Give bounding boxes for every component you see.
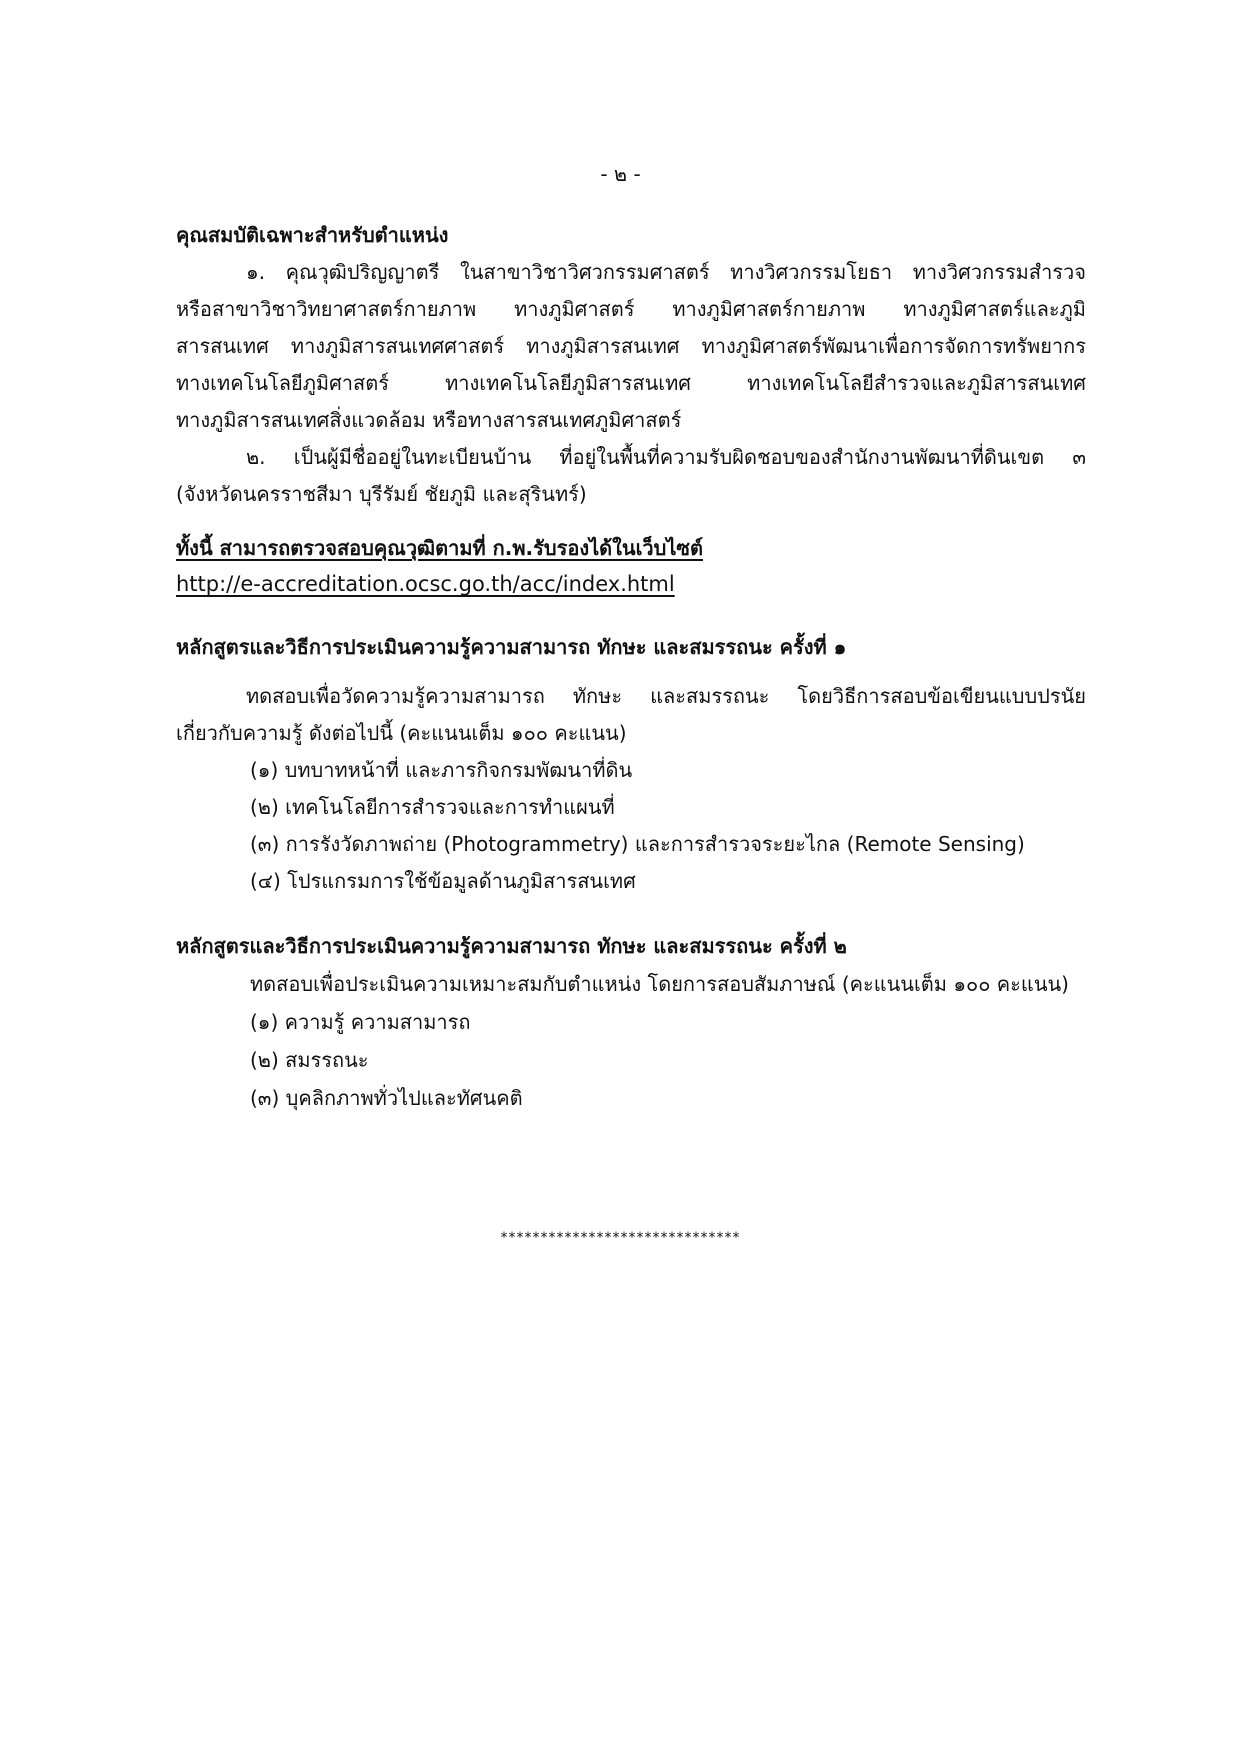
round2-item-1: (๑) ความรู้ ความสามารถ [250, 1010, 471, 1034]
page-number: - ๒ - [600, 162, 641, 186]
round1-item-3: (๓) การรังวัดภาพถ่าย (Photogrammetry) และการสำรวจระยะไกล (Remote Sensing) [250, 832, 1025, 856]
qualification-item-1-line-1: ๑. คุณวุฒิปริญญาตรี ในสาขาวิชาวิศวกรรมศาสตร์ ทางวิศวกรรมโยธา ทางวิศวกรรมสำรวจ [246, 260, 1086, 284]
qualification-item-1-line-2: หรือสาขาวิชาวิทยาศาสตร์กายภาพ ทางภูมิศาสตร์ ทางภูมิศาสตร์กายภาพ ทางภูมิศาสตร์และภูมิ [176, 297, 1086, 321]
accreditation-url-link[interactable]: http://e-accreditation.ocsc.go.th/acc/index.html [176, 572, 675, 596]
qualification-item-1-line-5: ทางภูมิสารสนเทศสิ่งแวดล้อม หรือทางสารสนเทศภูมิศาสตร์ [176, 408, 682, 432]
accreditation-note: ทั้งนี้ สามารถตรวจสอบคุณวุฒิตามที่ ก.พ.รับรองได้ในเว็บไซต์ [176, 536, 703, 560]
qualification-item-2-line-2: (จังหวัดนครราชสีมา บุรีรัมย์ ชัยภูมิ และสุรินทร์) [176, 482, 587, 506]
round1-intro-line-2: เกี่ยวกับความรู้ ดังต่อไปนี้ (คะแนนเต็ม ๑๐๐ คะแนน) [176, 721, 627, 745]
round1-item-2: (๒) เทคโนโลยีการสำรวจและการทำแผนที่ [250, 795, 615, 819]
round2-heading: หลักสูตรและวิธีการประเมินความรู้ความสามารถ ทักษะ และสมรรถนะ ครั้งที่ ๒ [176, 934, 847, 958]
qualification-item-1-line-3: สารสนเทศ ทางภูมิสารสนเทศศาสตร์ ทางภูมิสารสนเทศ ทางภูมิศาสตร์พัฒนาเพื่อการจัดการทรัพยากร [176, 334, 1086, 358]
round1-intro-line-1: ทดสอบเพื่อวัดความรู้ความสามารถ ทักษะ และสมรรถนะ โดยวิธีการสอบข้อเขียนแบบปรนัย [246, 684, 1086, 708]
round1-item-4: (๔) โปรแกรมการใช้ข้อมูลด้านภูมิสารสนเทศ [250, 869, 636, 893]
round2-item-3: (๓) บุคลิกภาพทั่วไปและทัศนคติ [250, 1086, 523, 1110]
round1-item-1: (๑) บทบาทหน้าที่ และภารกิจกรมพัฒนาที่ดิน [250, 758, 633, 782]
qualifications-heading: คุณสมบัติเฉพาะสำหรับตำแหน่ง [176, 223, 449, 247]
round1-heading: หลักสูตรและวิธีการประเมินความรู้ความสามารถ ทักษะ และสมรรถนะ ครั้งที่ ๑ [176, 635, 847, 659]
end-marker: ****************************** [500, 1230, 741, 1246]
qualification-item-2-line-1: ๒. เป็นผู้มีชื่ออยู่ในทะเบียนบ้าน ที่อยู่ในพื้นที่ความรับผิดชอบของสำนักงานพัฒนาที่ดินเขต ๓ [246, 445, 1086, 469]
round2-intro: ทดสอบเพื่อประเมินความเหมาะสมกับตำแหน่ง โดยการสอบสัมภาษณ์ (คะแนนเต็ม ๑๐๐ คะแนน) [250, 972, 1069, 996]
round2-item-2: (๒) สมรรถนะ [250, 1048, 369, 1072]
qualification-item-1-line-4: ทางเทคโนโลยีภูมิศาสตร์ ทางเทคโนโลยีภูมิสารสนเทศ ทางเทคโนโลยีสำรวจและภูมิสารสนเทศ [176, 371, 1086, 395]
